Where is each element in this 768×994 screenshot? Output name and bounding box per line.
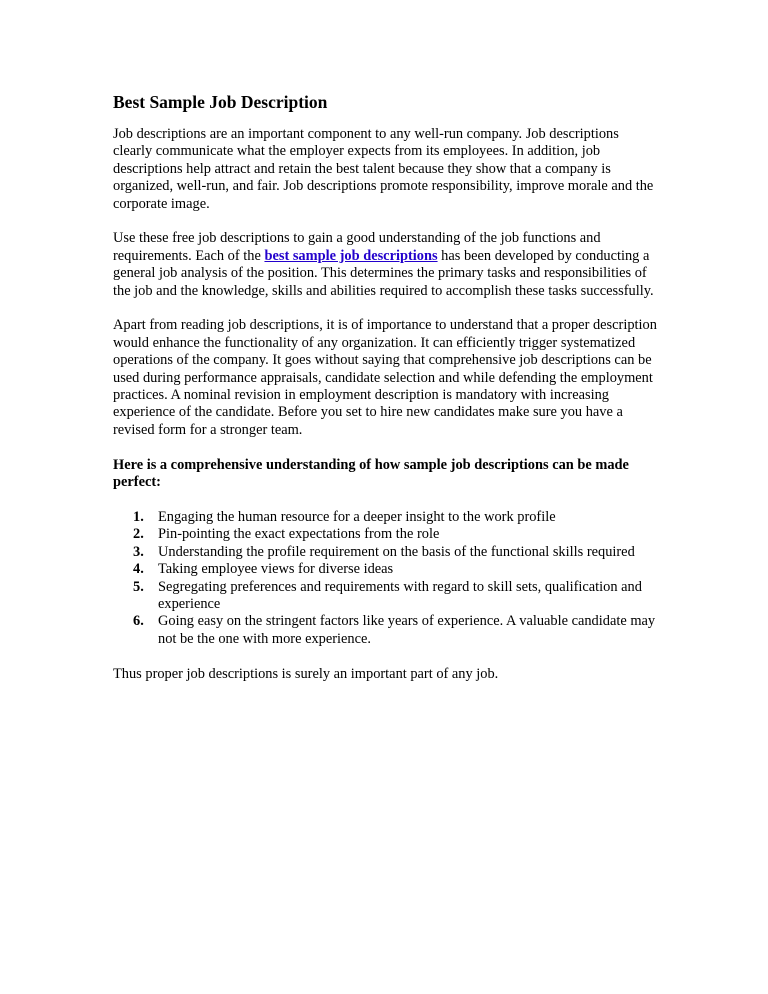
list-item-text: Taking employee views for diverse ideas (158, 561, 394, 578)
closing-paragraph: Thus proper job descriptions is surely an important part of any job. (113, 665, 499, 682)
list-item (113, 544, 658, 561)
usage-paragraph (113, 230, 658, 300)
document-body (113, 92, 658, 700)
list-item (113, 613, 658, 648)
intro-paragraph: Job descriptions are an important component to any well-run company. Job descriptions clearly communicate what the employer expects from its employees. In addition, job descriptions help attract and retain the best talent because they show that a company is organized, well-run, and fair. Job descriptions promote responsibility, improve morale and the corporate image. (113, 126, 654, 212)
best-sample-job-descriptions-link[interactable]: best sample job descriptions (264, 247, 438, 264)
list-item (113, 579, 658, 614)
list-item-number: 5. (133, 578, 144, 595)
list-item-number: 6. (133, 613, 144, 630)
list-item-number: 1. (133, 508, 144, 525)
list-item (113, 561, 658, 578)
steps-list (113, 509, 658, 648)
list-item (113, 526, 658, 543)
list-item-text: Understanding the profile requirement on the basis of the functional skills required (158, 543, 635, 560)
usage-paragraph-text-before-link: Use these free job descriptions to gain a good understanding of the job functions and requirements. Each of the (113, 230, 601, 264)
importance-paragraph: Apart from reading job descriptions, it is of importance to understand that a proper description would enhance the functionality of any organization. It can efficiently trigger systematized operations of the company. It goes without saying that comprehensive job descriptions can be used during performance appraisals, candidate selection and while defending the employment practices. A nominal revision in employment description is mandatory with increasing experience of the candidate. Before you set to hire new candidates make sure you have a revised form for a stronger team. (113, 317, 657, 438)
list-item-number: 2. (133, 526, 144, 543)
list-item-text: Pin-pointing the exact expectations from the role (158, 526, 440, 543)
usage-paragraph-text-after-link: has been developed by conducting a general job analysis of the position. This determines the primary tasks and responsibilities of the job and the knowledge, skills and abilities required to accomplish these tasks successfully. (113, 247, 654, 299)
list-heading: Here is a comprehensive understanding of how sample job descriptions can be made perfect: (113, 456, 629, 491)
list-item-text: Segregating preferences and requirements with regard to skill sets, qualification and experience (158, 578, 642, 612)
list-item-number: 4. (133, 561, 144, 578)
list-item-text: Engaging the human resource for a deeper insight to the work profile (158, 508, 556, 525)
list-item-text: Going easy on the stringent factors like years of experience. A valuable candidate may not be the one with more experience. (158, 613, 656, 647)
document-title: Best Sample Job Description (113, 92, 328, 112)
list-item-number: 3. (133, 543, 144, 560)
list-item (113, 509, 658, 526)
